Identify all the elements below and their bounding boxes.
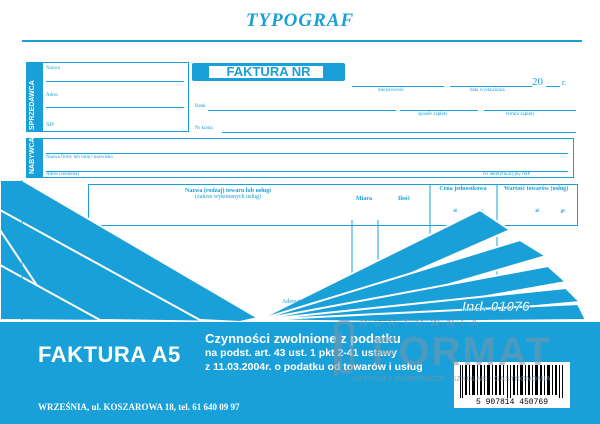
col-item-header-line2: (zakres wykonanych usług): [195, 194, 261, 200]
watermark-top: HURTOWNIA: [360, 318, 486, 329]
payment-method-label: sposób zapłaty: [418, 112, 448, 117]
payment-due-label: termin zapłaty: [506, 112, 535, 117]
signature-label: Adresat: [282, 299, 301, 305]
payment-method-line: [400, 110, 478, 111]
col-value-header: Wartość towarów (usług): [503, 186, 569, 192]
paperclip-icon: [322, 318, 362, 378]
barcode-number: 5 907814 450769: [475, 398, 548, 407]
index-number: Ind. 01076: [462, 298, 530, 314]
buyer-nip-label: Nr identyfikacyjny NIP: [483, 172, 531, 177]
col-qty-header: Ilość: [398, 196, 410, 202]
description-line: na podst. art. 43 ust. 1 pkt 2-41 ustawy: [205, 347, 397, 359]
seller-side-label: SPRZEDAWCA: [29, 80, 36, 130]
buyer-side-label: NABYWCA: [29, 137, 36, 174]
watermark-bottom: ARTYKUŁY PAPIERNICZE · SZKOLNE · GASTRONOMIA: [352, 374, 551, 383]
buyer-address-label: Adres (siedziba): [46, 172, 79, 177]
header-rule: [22, 40, 582, 42]
seller-address-label: Adres: [46, 93, 58, 98]
bank-label: Bank: [195, 104, 206, 109]
seller-name-label: Nazwa: [46, 66, 60, 71]
col-unit-header: Miara: [356, 196, 372, 202]
account-label: Nr konta: [195, 126, 213, 131]
place-label: miejscowość: [378, 88, 404, 93]
col-item-header-line1: Nazwa (rodzaj) towaru lub usługi: [185, 188, 271, 194]
place-line: [352, 86, 444, 87]
seller-box: [42, 62, 189, 132]
year-prefix: 20: [532, 76, 543, 88]
col-value-gr: gr: [560, 209, 566, 214]
brand-logo: TYPOGRAF: [245, 10, 355, 31]
date-line: [450, 86, 532, 87]
description-line: z 11.03.2004r. o podatku od towarów i usług: [205, 361, 423, 373]
publisher-address: WRZEŚNIA, ul. KOSZAROWA 18, tel. 61 640 09 97: [38, 402, 240, 412]
account-line: [222, 132, 576, 133]
invoice-number-banner: [192, 63, 345, 81]
col-price-zl: zł: [453, 209, 457, 214]
payment-due-line: [484, 110, 576, 111]
seller-side-label-box: [26, 62, 42, 132]
buyer-name-label: Nazwa firmy lub imię i nazwisko: [46, 155, 113, 160]
year-suffix: r.: [562, 78, 567, 87]
product-title: FAKTURA A5: [38, 342, 181, 367]
bank-line: [208, 110, 396, 111]
year-line: [546, 86, 560, 87]
col-value-zl: zł: [535, 209, 539, 214]
seller-nip-label: NIP: [46, 123, 55, 128]
seller-line: [46, 81, 184, 82]
seller-line: [46, 107, 184, 108]
description-line: Czynności zwolnione z podatku: [205, 331, 401, 346]
watermark-main: FORMAT: [372, 330, 553, 374]
buyer-line: [46, 153, 568, 154]
date-label: data wystawienia: [470, 88, 505, 93]
invoice-title: FAKTURA NR: [226, 64, 311, 79]
col-price-header: Cena jednostkowa: [439, 186, 487, 192]
